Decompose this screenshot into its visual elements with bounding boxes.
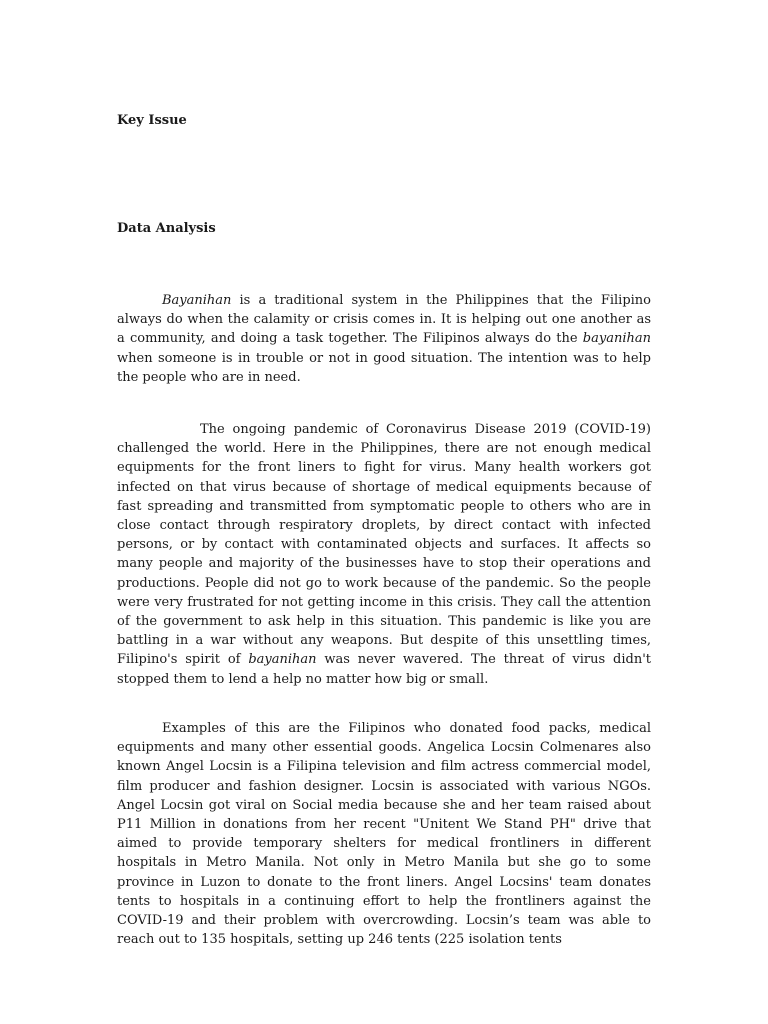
para1-part2: bayanihan (582, 331, 651, 347)
heading-data-analysis: Data Analysis (117, 221, 216, 236)
paragraph-pandemic (117, 420, 651, 689)
para2-part2: was never wavered. The threat of virus didn't stopped them to lend a help no matter how big or small. (117, 652, 651, 687)
para2-part1: bayanihan (248, 652, 317, 668)
paragraph-bayanihan-intro (117, 291, 651, 387)
para3-part0: Examples of this are the Filipinos who donated food packs, medical equipments and many other essential goods. Angelica Locsin Colmenares also known Angel Locsin is a Filipina television and film actress commercial model, film producer and fashion designer. Locsin is associated with various NGOs. Angel Locsin got viral on Social media because she and her team raised about P11 Million in donations from her recent "Unitent We Stand PH" drive that aimed to provide temporary shelters for medical frontliners in different hospitals in Metro Manila. Not only in Metro Manila but she go to some province in Luzon to donate to the front liners. Angel Locsins' team donates tents to hospitals in a continuing effort to help the frontliners against the COVID-19 and their problem with overcrowding. Locsin’s team was able to reach out to 135 hospitals, setting up 246 tents (225 isolation tents (117, 721, 651, 948)
paragraph-examples (117, 719, 651, 949)
heading-key-issue: Key Issue (117, 113, 187, 128)
para1-part0: Bayanihan (162, 293, 232, 308)
para1-part1: is a traditional system in the Philippines that the Filipino always do when the calamity or crisis comes in. It is helping out one another as a community, and doing a task together. The Filipinos always do the (117, 293, 651, 347)
para2-part0: The ongoing pandemic of Coronavirus Disease 2019 (COVID-19) challenged the world. Here in the Philippines, there are not enough medical equipments for the front liners to fight for virus. Many health workers got infected on that virus because of shortage of medical equipments because of fast spreading and transmitted from symptomatic people to others who are in close contact through respiratory droplets, by direct contact with infected persons, or by contact with contaminated objects and surfaces. It affects so many people and majority of the businesses have to stop their operations and productions. People did not go to work because of the pandemic. So the people were very frustrated for not getting income in this crisis. They call the attention of the government to ask help in this situation. This pandemic is like you are battling in a war without any weapons. But despite of this unsettling times, Filipino's spirit of (117, 422, 651, 668)
para1-part3: when someone is in trouble or not in good situation. The intention was to help the people who are in need. (117, 350, 651, 385)
